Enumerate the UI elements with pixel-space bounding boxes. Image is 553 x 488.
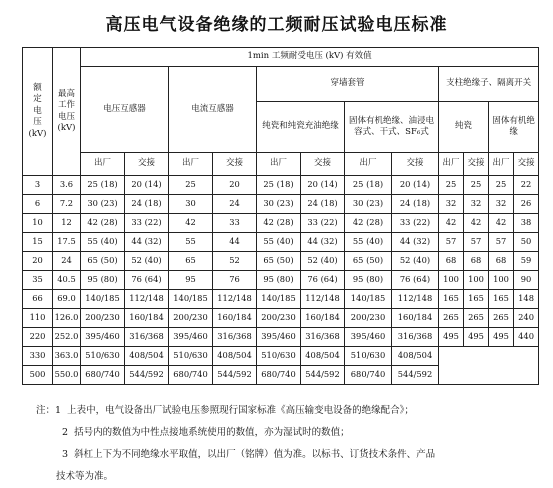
table-cell: 112/148 — [125, 290, 169, 309]
table-cell: 165 — [439, 290, 464, 309]
table-cell: 26 — [514, 195, 539, 214]
table-cell: 33 (22) — [392, 214, 439, 233]
table-cell: 33 (22) — [125, 214, 169, 233]
table-cell: 10 — [23, 214, 53, 233]
table-cell: 55 — [169, 233, 213, 252]
note-1-text: 上表中，电气设备出厂试验电压参照现行国家标准《高压输变电设备的绝缘配合》； — [67, 405, 414, 416]
table-cell: 30 (23) — [257, 195, 301, 214]
factory-header: 出厂 — [257, 153, 301, 176]
table-cell: 544/592 — [125, 366, 169, 385]
table-cell: 42 — [439, 214, 464, 233]
max-voltage-header: 最高 工作 电压 (kV) — [53, 48, 81, 176]
table-cell: 69.0 — [53, 290, 81, 309]
table-cell: 76 (64) — [125, 271, 169, 290]
solid-insulator-header: 固体有机绝缘 — [489, 102, 539, 153]
table-cell: 363.0 — [53, 347, 81, 366]
table-cell: 510/630 — [81, 347, 125, 366]
note-3-text: 斜杠上下为不同绝缘水平取值，以出厂（铭牌）值为准。以标书、订货技术条件、产品 — [74, 449, 436, 460]
table-cell: 33 (22) — [301, 214, 345, 233]
table-cell: 200/230 — [81, 309, 125, 328]
table-cell: 12 — [53, 214, 81, 233]
note-2-text: 括号内的数值为中性点接地系统使用的数值，亦为湿试时的数值； — [74, 427, 350, 438]
table-row — [23, 176, 539, 195]
table-row — [23, 328, 539, 347]
table-cell: 110 — [23, 309, 53, 328]
table-cell: 95 — [169, 271, 213, 290]
rated-voltage-header: 额 定 电 压 (kV) — [23, 48, 53, 176]
solid-bushing-header: 固体有机绝缘、油浸电容式、干式、SF₆式 — [345, 102, 439, 153]
table-cell: 35 — [23, 271, 53, 290]
table-cell: 40.5 — [53, 271, 81, 290]
table-cell: 42 — [464, 214, 489, 233]
table-cell: 148 — [514, 290, 539, 309]
table-cell: 680/740 — [81, 366, 125, 385]
table-cell: 126.0 — [53, 309, 81, 328]
table-cell: 76 — [213, 271, 257, 290]
table-cell: 30 — [169, 195, 213, 214]
table-cell: 20 (14) — [301, 176, 345, 195]
span-title-header: 1min 工频耐受电压 (kV) 有效值 — [81, 48, 539, 67]
table-cell: 495 — [439, 328, 464, 347]
table-cell: 32 — [464, 195, 489, 214]
table-cell: 20 — [213, 176, 257, 195]
table-cell: 316/368 — [301, 328, 345, 347]
table-cell: 68 — [464, 252, 489, 271]
vt-header: 电压互感器 — [81, 67, 169, 153]
table-cell: 140/185 — [169, 290, 213, 309]
table-cell: 165 — [464, 290, 489, 309]
table-cell: 59 — [514, 252, 539, 271]
table-cell: 200/230 — [345, 309, 392, 328]
table-cell: 55 (40) — [81, 233, 125, 252]
table-cell: 544/592 — [213, 366, 257, 385]
handover-header: 交接 — [301, 153, 345, 176]
note-2 — [36, 422, 536, 444]
table-cell: 25 — [489, 176, 514, 195]
table-cell: 65 (50) — [81, 252, 125, 271]
table-cell: 265 — [464, 309, 489, 328]
table-cell: 25 — [169, 176, 213, 195]
table-cell: 680/740 — [345, 366, 392, 385]
factory-header: 出厂 — [489, 153, 514, 176]
table-row — [23, 233, 539, 252]
table-cell: 44 (32) — [125, 233, 169, 252]
table-cell: 240 — [514, 309, 539, 328]
table-cell: 140/185 — [345, 290, 392, 309]
table-cell: 7.2 — [53, 195, 81, 214]
factory-header: 出厂 — [439, 153, 464, 176]
table-cell: 20 — [23, 252, 53, 271]
table-cell: 20 (14) — [125, 176, 169, 195]
ct-header: 电流互感器 — [169, 67, 257, 153]
table-cell: 57 — [439, 233, 464, 252]
table-cell: 52 — [213, 252, 257, 271]
handover-header: 交接 — [213, 153, 257, 176]
table-cell: 25 (18) — [257, 176, 301, 195]
table-cell: 500 — [23, 366, 53, 385]
table-cell: 112/148 — [301, 290, 345, 309]
table-cell: 52 (40) — [125, 252, 169, 271]
table-cell: 408/504 — [125, 347, 169, 366]
table-cell: 42 (28) — [345, 214, 392, 233]
table-cell: 24 (18) — [125, 195, 169, 214]
table-cell: 44 (32) — [301, 233, 345, 252]
table-cell: 160/184 — [301, 309, 345, 328]
table-cell: 112/148 — [213, 290, 257, 309]
table-row — [23, 290, 539, 309]
table-cell: 25 (18) — [345, 176, 392, 195]
note-2-number: 2 — [62, 427, 69, 438]
table-cell: 220 — [23, 328, 53, 347]
table-cell: 25 — [439, 176, 464, 195]
table-cell: 495 — [464, 328, 489, 347]
notes — [36, 400, 536, 488]
note-1 — [36, 400, 536, 422]
table-cell: 42 (28) — [81, 214, 125, 233]
table-cell: 408/504 — [301, 347, 345, 366]
table-cell: 90 — [514, 271, 539, 290]
table-cell: 57 — [464, 233, 489, 252]
table-cell: 24 — [213, 195, 257, 214]
table-cell: 55 (40) — [257, 233, 301, 252]
note-3 — [36, 444, 536, 466]
porcelain-insulator-header: 纯瓷 — [439, 102, 489, 153]
table-cell: 68 — [489, 252, 514, 271]
table-row — [23, 347, 539, 366]
handover-header: 交接 — [464, 153, 489, 176]
table-cell: 252.0 — [53, 328, 81, 347]
table-cell: 265 — [439, 309, 464, 328]
table-cell: 15 — [23, 233, 53, 252]
factory-header: 出厂 — [169, 153, 213, 176]
note-prefix: 注：1 — [36, 405, 62, 416]
table-row — [23, 252, 539, 271]
table-body — [23, 176, 539, 385]
table-cell: 140/185 — [81, 290, 125, 309]
table-cell: 20 (14) — [392, 176, 439, 195]
voltage-standard-table — [22, 47, 539, 385]
table-cell: 440 — [514, 328, 539, 347]
table-cell: 24 — [53, 252, 81, 271]
handover-header: 交接 — [514, 153, 539, 176]
table-cell: 57 — [489, 233, 514, 252]
table-cell: 52 (40) — [392, 252, 439, 271]
table-cell: 408/504 — [392, 347, 439, 366]
table-cell: 17.5 — [53, 233, 81, 252]
table-cell: 544/592 — [392, 366, 439, 385]
table-cell: 265 — [489, 309, 514, 328]
table-cell: 544/592 — [301, 366, 345, 385]
empty-merged-cell — [439, 347, 539, 385]
table-row — [23, 271, 539, 290]
table-cell: 495 — [489, 328, 514, 347]
table-cell: 25 — [464, 176, 489, 195]
note-3-number: 3 — [62, 449, 69, 460]
table-cell: 160/184 — [125, 309, 169, 328]
table-cell: 408/504 — [213, 347, 257, 366]
table-cell: 395/460 — [345, 328, 392, 347]
table-cell: 65 (50) — [345, 252, 392, 271]
table-cell: 30 (23) — [345, 195, 392, 214]
table-cell: 52 (40) — [301, 252, 345, 271]
table-cell: 76 (64) — [392, 271, 439, 290]
table-cell: 42 — [169, 214, 213, 233]
table-cell: 316/368 — [213, 328, 257, 347]
table-cell: 200/230 — [169, 309, 213, 328]
table-cell: 680/740 — [169, 366, 213, 385]
table-cell: 3.6 — [53, 176, 81, 195]
table-cell: 66 — [23, 290, 53, 309]
table-cell: 395/460 — [81, 328, 125, 347]
table-cell: 510/630 — [169, 347, 213, 366]
table-cell: 33 — [213, 214, 257, 233]
table-cell: 510/630 — [345, 347, 392, 366]
table-cell: 65 — [169, 252, 213, 271]
table-cell: 395/460 — [169, 328, 213, 347]
table-cell: 50 — [514, 233, 539, 252]
insulator-header: 支柱绝缘子、隔离开关 — [439, 67, 539, 102]
table-cell: 680/740 — [257, 366, 301, 385]
table-cell: 44 — [213, 233, 257, 252]
table-cell: 100 — [489, 271, 514, 290]
factory-header: 出厂 — [345, 153, 392, 176]
table-cell: 65 (50) — [257, 252, 301, 271]
handover-header: 交接 — [392, 153, 439, 176]
table-cell: 160/184 — [213, 309, 257, 328]
table-cell: 160/184 — [392, 309, 439, 328]
table-cell: 550.0 — [53, 366, 81, 385]
table-cell: 22 — [514, 176, 539, 195]
table-cell: 24 (18) — [392, 195, 439, 214]
porcelain-bushing-header: 纯瓷和纯瓷充油绝缘 — [257, 102, 345, 153]
table-cell: 42 (28) — [257, 214, 301, 233]
table-cell: 42 — [489, 214, 514, 233]
table-cell: 32 — [489, 195, 514, 214]
table-cell: 330 — [23, 347, 53, 366]
table-cell: 95 (80) — [345, 271, 392, 290]
table-cell: 68 — [439, 252, 464, 271]
table-cell: 95 (80) — [81, 271, 125, 290]
table-cell: 165 — [489, 290, 514, 309]
table-cell: 25 (18) — [81, 176, 125, 195]
table-cell: 55 (40) — [345, 233, 392, 252]
table-cell: 32 — [439, 195, 464, 214]
table-cell: 112/148 — [392, 290, 439, 309]
table-cell: 100 — [464, 271, 489, 290]
page-title: 高压电气设备绝缘的工频耐压试验电压标准 — [105, 15, 448, 35]
table-cell: 100 — [439, 271, 464, 290]
table-row — [23, 195, 539, 214]
table-cell: 316/368 — [392, 328, 439, 347]
table-cell: 38 — [514, 214, 539, 233]
factory-header: 出厂 — [81, 153, 125, 176]
table-cell: 316/368 — [125, 328, 169, 347]
table-cell: 24 (18) — [301, 195, 345, 214]
table-cell: 140/185 — [257, 290, 301, 309]
table-row — [23, 214, 539, 233]
table-cell: 6 — [23, 195, 53, 214]
table-row — [23, 309, 539, 328]
note-3-continuation: 技术等为准。 — [56, 471, 114, 482]
table-cell: 3 — [23, 176, 53, 195]
table-cell: 30 (23) — [81, 195, 125, 214]
table-cell: 44 (32) — [392, 233, 439, 252]
table-cell: 510/630 — [257, 347, 301, 366]
table-cell: 200/230 — [257, 309, 301, 328]
handover-header: 交接 — [125, 153, 169, 176]
table-cell: 95 (80) — [257, 271, 301, 290]
table-cell: 395/460 — [257, 328, 301, 347]
table-cell: 76 (64) — [301, 271, 345, 290]
bushing-header: 穿墙套管 — [257, 67, 439, 102]
